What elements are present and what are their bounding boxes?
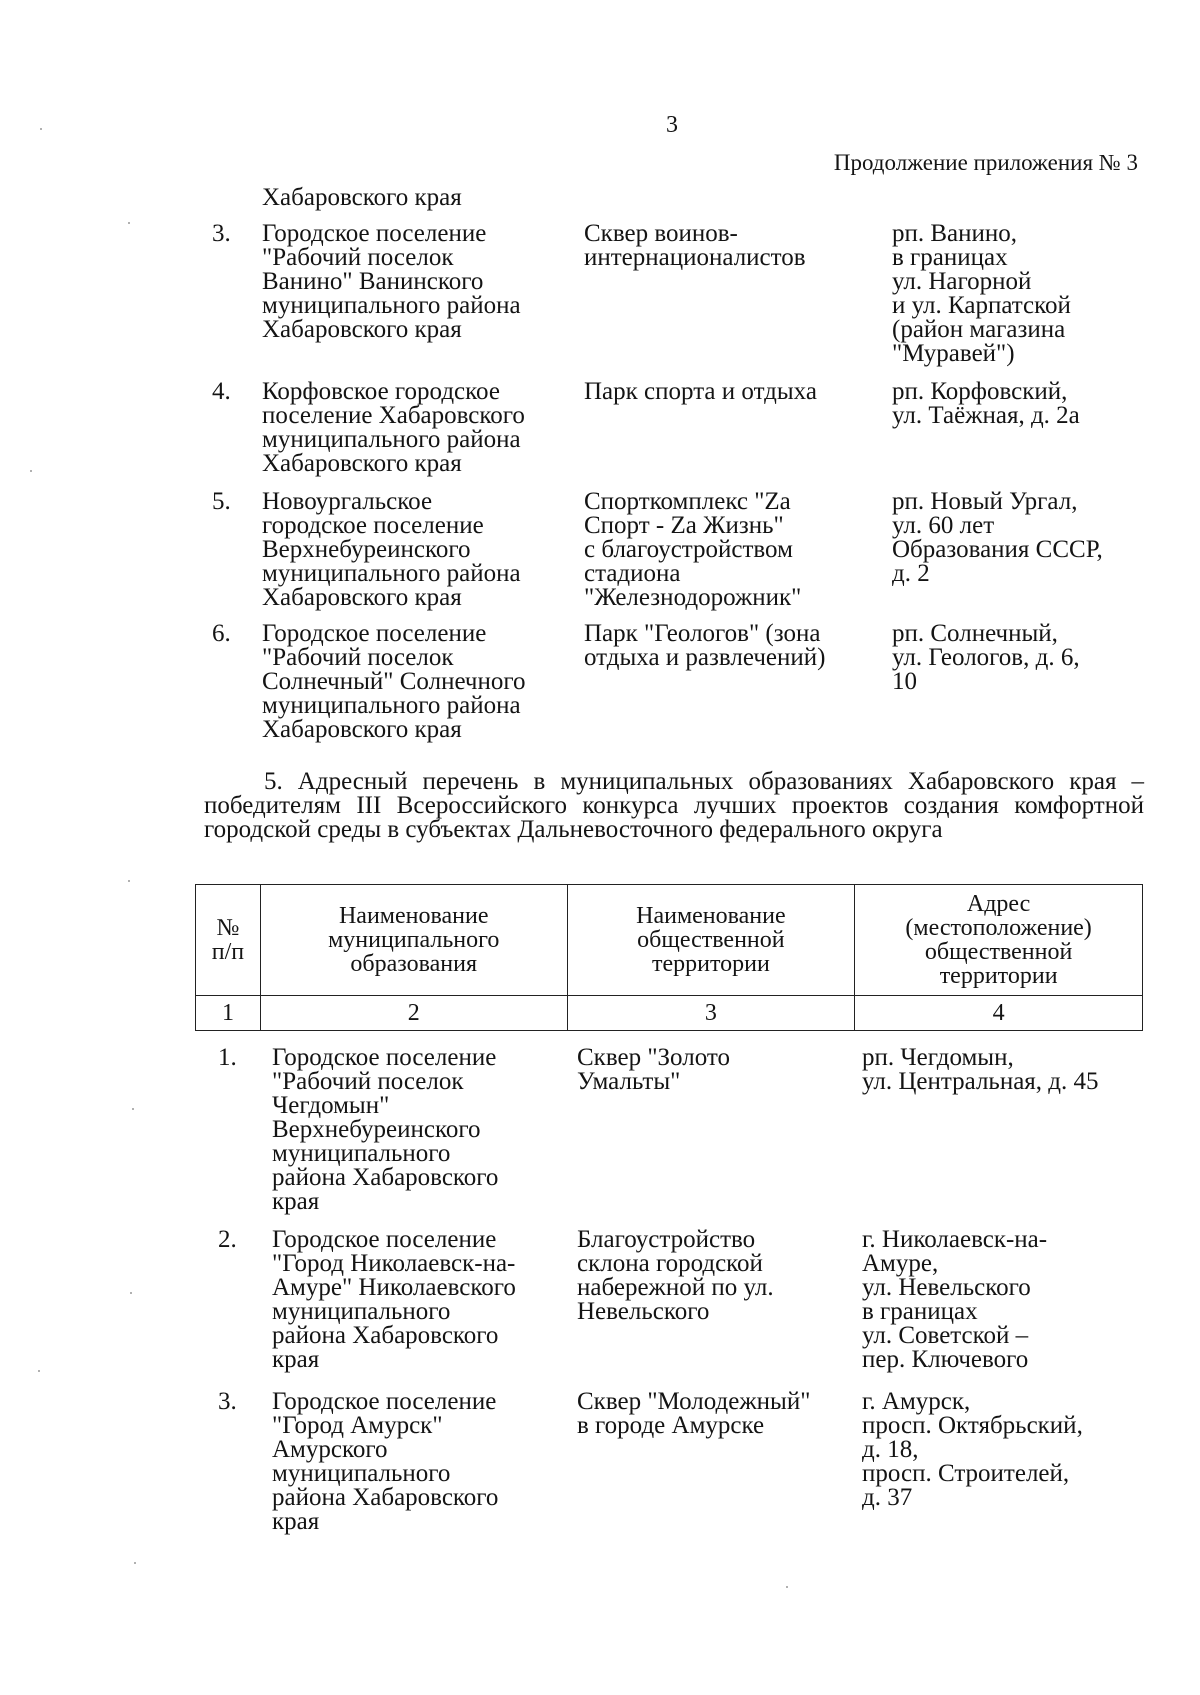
row-municipality: Новоургальское городское поселение Верхнебуреинского муниципального района Хабаровского края (262, 488, 521, 611)
row-municipality: Городское поселение "Рабочий поселок Солнечный" Солнечного муниципального района Хабаровского края (262, 620, 526, 743)
scan-speck (30, 470, 32, 472)
scan-speck (130, 1292, 132, 1294)
row-territory: Сквер воинов- интернационалистов (584, 220, 806, 271)
row-territory: Парк спорта и отдыха (584, 378, 817, 405)
page-number: 3 (666, 112, 678, 138)
row-address: рп. Ванино, в границах ул. Нагорной и ул. Карпатской (район магазина "Муравей") (892, 220, 1071, 367)
row-address: рп. Корфовский, ул. Таёжная, д. 2а (892, 378, 1080, 429)
scan-speck (38, 1370, 40, 1372)
row-territory: Сквер "Золото Умальты" (577, 1044, 730, 1095)
row-number: 5. (212, 488, 231, 515)
row-address: рп. Новый Ургал, ул. 60 лет Образования СССР, д. 2 (892, 488, 1103, 587)
column-header-territory: Наименование общественной территории (567, 885, 855, 996)
row-number: 3. (212, 220, 231, 247)
row-municipality: Корфовское городское поселение Хабаровского муниципального района Хабаровского края (262, 378, 525, 477)
scan-speck (128, 880, 130, 882)
row-address: рп. Чегдомын, ул. Центральная, д. 45 (862, 1044, 1099, 1095)
scan-speck (128, 222, 130, 224)
column-header-municipality: Наименование муниципального образования (260, 885, 567, 996)
row-address: рп. Солнечный, ул. Геологов, д. 6, 10 (892, 620, 1080, 695)
column-header-number: № п/п (196, 885, 261, 996)
scan-speck (40, 128, 42, 130)
row-municipality: Городское поселение "Рабочий поселок Ванино" Ванинского муниципального района Хабаровского края (262, 220, 521, 343)
row-territory: Благоустройство склона городской набережной по ул. Невельского (577, 1226, 774, 1325)
row-municipality: Городское поселение "Город Амурск" Амурского муниципального района Хабаровского края (272, 1388, 499, 1535)
section-5-table-header (195, 884, 1143, 1031)
row-number: 4. (212, 378, 231, 405)
column-number-4: 4 (855, 996, 1143, 1031)
row-number: 6. (212, 620, 231, 647)
row-territory: Сквер "Молодежный" в городе Амурске (577, 1388, 811, 1439)
row-territory: Спорткомплекс "Za Спорт - Za Жизнь" с благоустройством стадиона "Железнодорожник" (584, 488, 802, 611)
row-address: г. Николаевск-на- Амуре, ул. Невельского в границах ул. Советской – пер. Ключевого (862, 1226, 1048, 1373)
row-municipality: Городское поселение "Рабочий поселок Чегдомын" Верхнебуреинского муниципального района Хабаровского края (272, 1044, 499, 1215)
column-number-1: 1 (196, 996, 261, 1031)
scan-speck (132, 1108, 134, 1110)
column-number-2: 2 (260, 996, 567, 1031)
continuation-label: Продолжение приложения № 3 (833, 150, 1138, 175)
section-5-intro-first: 5. Адресный перечень в муниципальных образованиях Хабаровского (264, 768, 1055, 795)
column-header-address: Адрес (местоположение) общественной территории (855, 885, 1143, 996)
scan-speck (786, 1586, 788, 1588)
row-municipality: Городское поселение "Город Николаевск-на- Амуре" Николаевского муниципального района Хабаровского края (272, 1226, 516, 1373)
section-5-intro-rest: края – победителям III Всероссийского конкурса лучших проектов создания комфортной городской среды в субъектах Дальневосточного федерального округа (204, 768, 1145, 843)
column-number-3: 3 (567, 996, 855, 1031)
row-address: г. Амурск, просп. Октябрьский, д. 18, просп. Строителей, д. 37 (862, 1388, 1083, 1511)
row-territory: Парк "Геологов" (зона отдыха и развлечений) (584, 620, 826, 671)
row-municipality: Хабаровского края (262, 184, 462, 211)
section-5-intro (204, 770, 1144, 842)
row-number: 1. (218, 1044, 237, 1071)
scan-speck (134, 1562, 136, 1564)
row-number: 3. (218, 1388, 237, 1415)
row-number: 2. (218, 1226, 237, 1253)
